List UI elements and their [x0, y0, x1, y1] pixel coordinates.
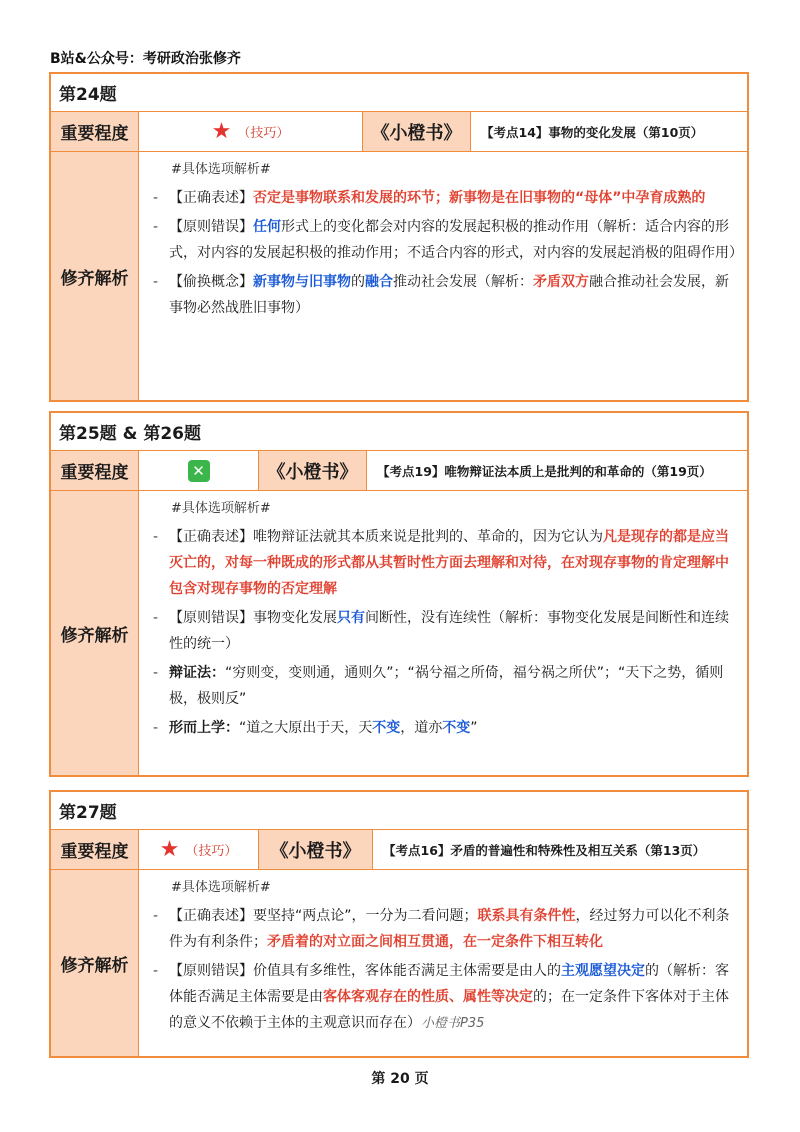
list-item: - 形而上学：“道之大原出于天，天不变，道亦不变” [153, 720, 478, 736]
skill-tag: （技巧） [237, 126, 290, 141]
question-title: 第25题 & 第26题 [51, 413, 747, 451]
skill-tag: （技巧） [185, 844, 238, 859]
page-footer: 第 20 页 [371, 1071, 429, 1087]
book-label: 《小橙书》 [259, 830, 373, 869]
x-mark-icon: ✕ [188, 460, 210, 482]
analysis-label: 修齐解析 [51, 491, 139, 775]
list-item: - 【正确表述】要坚持“两点论”，一分为二看问题；联系具有条件性，经过努力可以化不利条件为有利条件；矛盾着的对立面之间相互贯通，在一定条件下相互转化 [153, 908, 730, 950]
importance-label: 重要程度 [51, 112, 139, 151]
question-title: 第24题 [51, 74, 747, 112]
importance-row [51, 830, 747, 870]
page-header: B站&公众号：考研政治张修齐 [50, 51, 241, 67]
star-icon: ★ [211, 119, 232, 144]
hash-title: #具体选项解析# [171, 162, 271, 177]
importance-value [139, 830, 259, 869]
book-label: 《小橙书》 [363, 112, 471, 151]
importance-label: 重要程度 [51, 830, 139, 869]
topic-label: 【考点16】矛盾的普遍性和特殊性及相互关系（第13页） [383, 842, 706, 858]
topic-label: 【考点19】唯物辩证法本质上是批判的和革命的（第19页） [377, 463, 712, 479]
list-item: - 【原则错误】价值具有多维性，客体能否满足主体需要是由人的主观愿望决定的（解析：客体能否满足主体需要是由客体客观存在的性质、属性等决定的；在一定条件下客体对于主体的意义不依赖于主体的主观意识而存在）小橙书P35 [153, 963, 729, 1031]
importance-label: 重要程度 [51, 451, 139, 490]
list-item: - 【正确表述】唯物辩证法就其本质来说是批判的、革命的，因为它认为凡是现存的都是应当灭亡的，对每一种既成的形式都从其暂时性方面去理解和对待，在对现存事物的肯定理解中包含对现存事物的否定理解 [153, 529, 729, 597]
analysis-row [51, 870, 747, 1056]
hash-title: #具体选项解析# [171, 880, 271, 895]
analysis-row [51, 491, 747, 775]
importance-value [139, 451, 259, 490]
star-icon: ★ [159, 837, 180, 862]
analysis-label: 修齐解析 [51, 870, 139, 1056]
topic-label: 【考点14】事物的变化发展（第10页） [481, 124, 704, 140]
list-item: - 【偷换概念】新事物与旧事物的融合推动社会发展（解析：矛盾双方融合推动社会发展，新事物必然战胜旧事物） [153, 274, 729, 316]
list-item: - 【原则错误】事物变化发展只有间断性，没有连续性（解析：事物变化发展是间断性和连续性的统一） [153, 610, 729, 652]
importance-value [139, 112, 363, 151]
analysis-body [139, 491, 747, 775]
analysis-body [139, 152, 747, 400]
analysis-row [51, 152, 747, 400]
question-24-block [49, 72, 749, 402]
importance-row [51, 112, 747, 152]
list-item: - 辩证法：“穷则变，变则通，通则久”；“祸兮福之所倚，福兮祸之所伏”；“天下之势，循则极，极则反” [153, 665, 724, 707]
question-25-26-block [49, 411, 749, 777]
analysis-body [139, 870, 747, 1056]
hash-title: #具体选项解析# [171, 501, 271, 516]
importance-row [51, 451, 747, 491]
question-27-block [49, 790, 749, 1058]
list-item: - 【正确表述】否定是事物联系和发展的环节；新事物是在旧事物的“母体”中孕育成熟的 [153, 190, 706, 206]
analysis-label: 修齐解析 [51, 152, 139, 400]
book-label: 《小橙书》 [259, 451, 367, 490]
list-item: - 【原则错误】任何形式上的变化都会对内容的发展起积极的推动作用（解析：适合内容的形式，对内容的发展起积极的推动作用；不适合内容的形式，对内容的发展起消极的阻碍作用） [153, 219, 743, 261]
question-title: 第27题 [51, 792, 747, 830]
